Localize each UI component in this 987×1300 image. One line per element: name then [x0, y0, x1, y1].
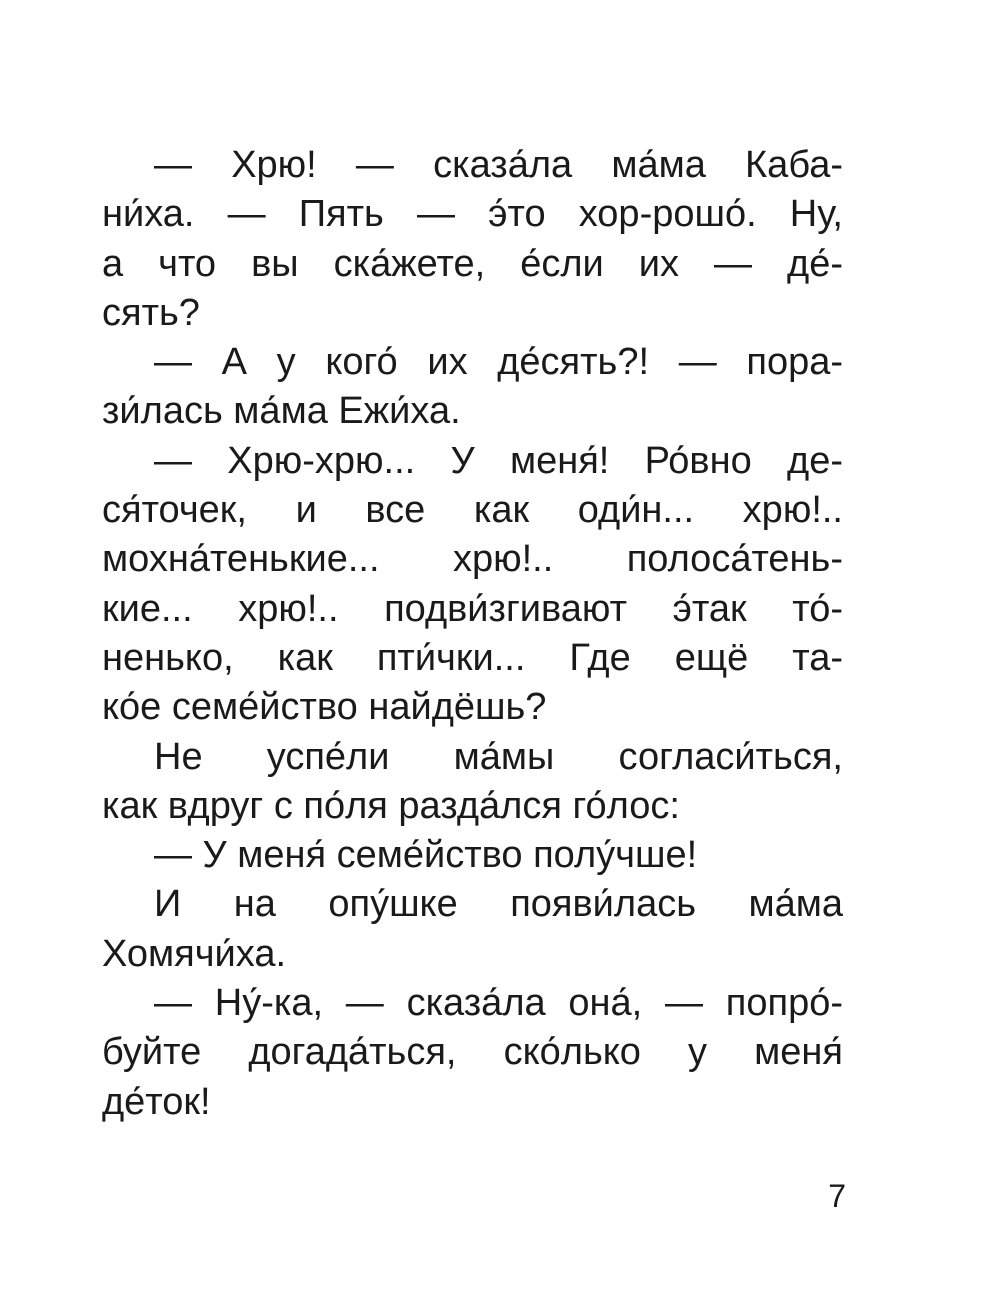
text-line: де́ток!	[102, 1080, 211, 1123]
text-line: ни́ха. — Пять — э́то хор-рошо́. Ну,	[102, 193, 843, 236]
page-number: 7	[828, 1178, 846, 1214]
paragraph	[102, 141, 843, 338]
paragraph	[102, 437, 843, 733]
text-line: — Ну́-ка, — сказа́ла она́, — попро́-	[154, 982, 843, 1025]
text-line: как вдруг с по́ля разда́лся го́лос:	[102, 784, 680, 827]
paragraph	[102, 733, 843, 832]
paragraph	[102, 831, 843, 880]
text-line: мохна́тенькие... хрю!.. полоса́тень-	[102, 538, 843, 581]
story-text	[102, 141, 843, 1127]
text-line: Хомячи́ха.	[102, 932, 287, 975]
text-line: И на опу́шке появи́лась ма́ма	[154, 883, 843, 926]
text-line: кие... хрю!.. подви́згивают э́так то́-	[102, 587, 843, 630]
text-line: — У меня́ семе́йство полу́чше!	[154, 834, 698, 877]
text-line: ненько, как пти́чки... Где ещё та-	[102, 636, 843, 679]
text-line: буйте догада́ться, ско́лько у меня́	[102, 1031, 843, 1074]
text-line: — А у кого́ их де́сять?! — пора-	[154, 341, 843, 384]
paragraph	[102, 979, 843, 1127]
paragraph	[102, 880, 843, 979]
text-line: Не успе́ли ма́мы согласи́ться,	[154, 735, 843, 778]
text-line: — Хрю-хрю... У меня́! Ро́вно де-	[154, 439, 843, 482]
text-line: ко́е семе́йство найдёшь?	[102, 686, 547, 729]
text-line: сять?	[102, 291, 200, 334]
text-line: а что вы ска́жете, е́сли их — де́-	[102, 242, 843, 285]
text-line: ся́точек, и все как оди́н... хрю!..	[102, 489, 843, 532]
text-line: — Хрю! — сказа́ла ма́ма Каба-	[154, 144, 843, 186]
paragraph	[102, 338, 843, 437]
text-line: зи́лась ма́ма Ежи́ха.	[102, 390, 461, 433]
